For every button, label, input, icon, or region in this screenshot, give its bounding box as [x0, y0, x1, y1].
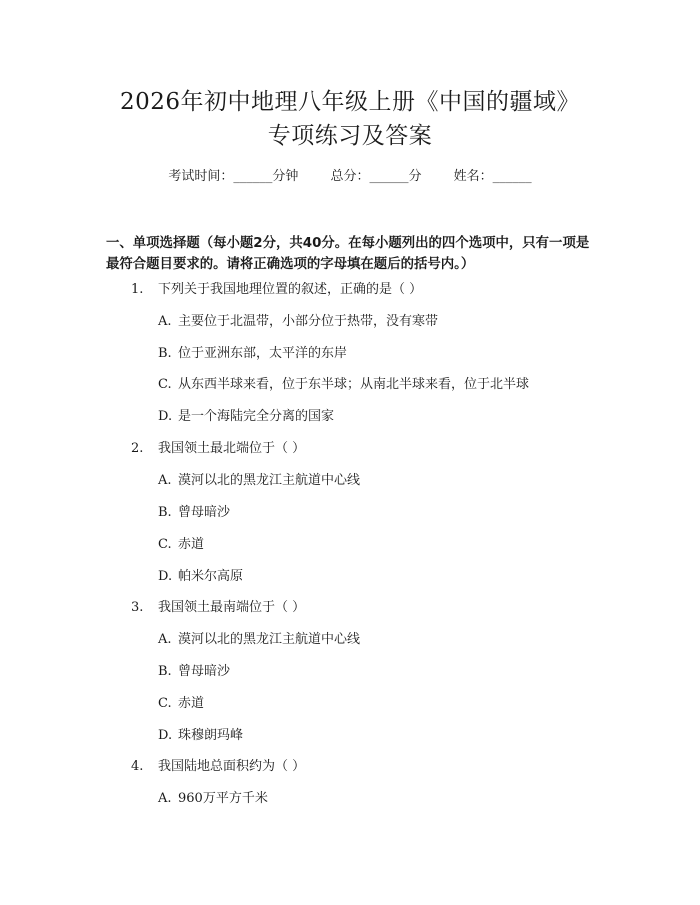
question-number: 2. — [131, 441, 144, 456]
option-letter: C. — [158, 696, 172, 711]
page-title-line2: 专项练习及答案 — [267, 123, 433, 149]
option-letter: D. — [158, 409, 173, 424]
option-2b — [158, 504, 230, 522]
option-letter: A. — [158, 473, 172, 488]
page-title-line1: 2026年初中地理八年级上册《中国的疆域》 — [119, 89, 581, 115]
option-letter: B. — [158, 346, 172, 361]
option-text: 主要位于北温带，小部分位于热带，没有寒带 — [178, 314, 439, 329]
option-2a — [158, 472, 360, 490]
option-3d — [158, 727, 243, 745]
option-2c — [158, 536, 204, 554]
question-text: 下列关于我国地理位置的叙述，正确的是（ ） — [158, 282, 423, 297]
exam-info-row — [0, 168, 700, 186]
total-score-field: 总分：______分 — [330, 169, 422, 184]
option-1c — [158, 376, 529, 394]
question-text: 我国陆地总面积约为（ ） — [158, 759, 306, 774]
student-name-field: 姓名：______ — [453, 169, 532, 184]
exam-time-field: 考试时间：______分钟 — [168, 169, 299, 184]
option-1d — [158, 408, 334, 426]
option-2d — [158, 568, 243, 586]
option-text: 赤道 — [178, 537, 205, 552]
option-letter: D. — [158, 569, 173, 584]
option-3a — [158, 631, 360, 649]
question-text: 我国领土最南端位于（ ） — [158, 600, 306, 615]
option-3c — [158, 695, 204, 713]
option-text: 珠穆朗玛峰 — [178, 728, 244, 743]
option-text: 赤道 — [178, 696, 205, 711]
option-text: 是一个海陆完全分离的国家 — [178, 409, 335, 424]
option-text: 漠河以北的黑龙江主航道中心线 — [178, 473, 361, 488]
option-4a — [158, 790, 268, 808]
option-text: 960万平方千米 — [178, 791, 268, 806]
question-number: 3. — [131, 600, 144, 615]
option-text: 漠河以北的黑龙江主航道中心线 — [178, 632, 361, 647]
option-letter: A. — [158, 791, 172, 806]
option-text: 从东西半球来看，位于东半球；从南北半球来看，位于北半球 — [178, 377, 530, 392]
option-text: 曾母暗沙 — [178, 664, 231, 679]
option-1b — [158, 345, 347, 363]
option-text: 帕米尔高原 — [178, 569, 244, 584]
question-number: 1. — [131, 282, 144, 297]
option-1a — [158, 313, 438, 331]
question-number: 4. — [131, 759, 144, 774]
section-heading-single-choice: 一、单项选择题（每小题2分，共40分。在每小题列出的四个选项中，只有一项是最符合题目要求的。请将正确选项的字母填在题后的括号内。） — [106, 236, 590, 272]
option-letter: C. — [158, 377, 172, 392]
option-letter: A. — [158, 314, 172, 329]
option-3b — [158, 663, 230, 681]
option-letter: C. — [158, 537, 172, 552]
option-text: 曾母暗沙 — [178, 505, 231, 520]
question-text: 我国领土最北端位于（ ） — [158, 441, 306, 456]
option-letter: B. — [158, 664, 172, 679]
option-letter: D. — [158, 728, 173, 743]
option-letter: B. — [158, 505, 172, 520]
option-text: 位于亚洲东部，太平洋的东岸 — [178, 346, 348, 361]
option-letter: A. — [158, 632, 172, 647]
